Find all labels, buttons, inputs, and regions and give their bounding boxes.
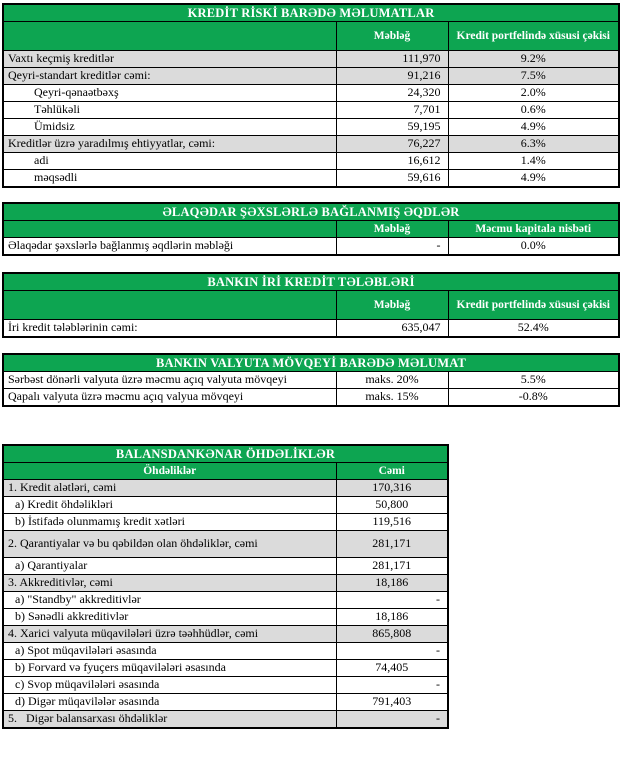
- value-cell: 5.5%: [448, 372, 619, 389]
- table-row: [3, 609, 448, 626]
- row-label: məqsədli: [3, 170, 336, 188]
- share-cell: 0.6%: [448, 102, 619, 119]
- share-cell: 2.0%: [448, 85, 619, 102]
- amount-cell: 91,216: [336, 68, 448, 85]
- row-label: Sərbəst dönərli valyuta üzrə məcmu açıq valyuta mövqeyi: [3, 372, 336, 389]
- table-title: KREDİT RİSKİ BARƏDƏ MƏLUMATLAR: [3, 4, 619, 22]
- share-cell: 6.3%: [448, 136, 619, 153]
- column-header-row: [3, 221, 619, 238]
- limit-cell: maks. 15%: [336, 389, 448, 407]
- row-label: Ümidsiz: [3, 119, 336, 136]
- column-header-row: [3, 291, 619, 320]
- row-label: Təhlükəli: [3, 102, 336, 119]
- header-empty-cell: [3, 291, 336, 320]
- total-cell: 281,171: [336, 558, 448, 575]
- header-total: Cəmi: [336, 463, 448, 480]
- total-cell: 791,403: [336, 694, 448, 711]
- row-label: 4. Xarici valyuta müqavilələri üzrə təəhhüdlər, cəmi: [3, 626, 336, 643]
- total-cell: 50,800: [336, 497, 448, 514]
- table-row: [3, 68, 619, 85]
- header-portfolio-share: Kredit portfelində xüsusi çəkisi: [448, 22, 619, 51]
- table-row: [3, 575, 448, 592]
- table-row: [3, 677, 448, 694]
- row-label: a) "Standby" akkreditivlər: [3, 592, 336, 609]
- table-title-row: [3, 354, 619, 372]
- row-label: Kreditlər üzrə yaradılmış ehtiyyatlar, cəmi:: [3, 136, 336, 153]
- table-row: [3, 170, 619, 188]
- large-credit-table: [2, 272, 620, 338]
- total-cell: -: [336, 643, 448, 660]
- amount-cell: 7,701: [336, 102, 448, 119]
- table-title-row: [3, 4, 619, 22]
- row-label: a) Spot müqavilələri əsasında: [3, 643, 336, 660]
- header-empty-cell: [3, 22, 336, 51]
- table-row: [3, 531, 448, 558]
- row-label: d) Digər müqavilələr əsasında: [3, 694, 336, 711]
- table-row: [3, 711, 448, 729]
- total-cell: 281,171: [336, 531, 448, 558]
- share-cell: 52.4%: [448, 320, 619, 338]
- row-label: Vaxtı keçmiş kreditlər: [3, 51, 336, 68]
- amount-cell: 111,970: [336, 51, 448, 68]
- table-row: [3, 238, 619, 256]
- header-capital-ratio: Məcmu kapitala nisbəti: [448, 221, 619, 238]
- table-title: ƏLAQƏDAR ŞƏXSLƏRLƏ BAĞLANMIŞ ƏQDLƏR: [3, 203, 619, 221]
- table-row: [3, 660, 448, 677]
- table-row: [3, 558, 448, 575]
- table-row: [3, 514, 448, 531]
- amount-cell: 24,320: [336, 85, 448, 102]
- limit-cell: maks. 20%: [336, 372, 448, 389]
- row-label: Qeyri-qənaətbəxş: [3, 85, 336, 102]
- table-row: [3, 643, 448, 660]
- table-row: [3, 497, 448, 514]
- credit-risk-table: [2, 3, 620, 188]
- row-label: Əlaqədar şəxslərlə bağlanmış əqdlərin məbləği: [3, 238, 336, 256]
- row-label: 2. Qarantiyalar və bu qəbildən olan öhdəliklər, cəmi: [3, 531, 336, 558]
- row-label: c) Svop müqavilələri əsasında: [3, 677, 336, 694]
- table-row: [3, 102, 619, 119]
- share-cell: 4.9%: [448, 170, 619, 188]
- row-label: 3. Akkreditivlər, cəmi: [3, 575, 336, 592]
- table-row: [3, 480, 448, 497]
- table-row: [3, 136, 619, 153]
- amount-cell: 59,195: [336, 119, 448, 136]
- table-row: [3, 51, 619, 68]
- total-cell: -: [336, 677, 448, 694]
- total-cell: 865,808: [336, 626, 448, 643]
- ratio-cell: 0.0%: [448, 238, 619, 256]
- header-portfolio-share: Kredit portfelində xüsusi çəkisi: [448, 291, 619, 320]
- table-row: [3, 372, 619, 389]
- share-cell: 7.5%: [448, 68, 619, 85]
- row-label: b) Sənədli akkreditivlər: [3, 609, 336, 626]
- amount-cell: 16,612: [336, 153, 448, 170]
- header-empty-cell: [3, 221, 336, 238]
- table-row: [3, 389, 619, 407]
- column-header-row: [3, 463, 448, 480]
- total-cell: 170,316: [336, 480, 448, 497]
- table-row: [3, 153, 619, 170]
- total-cell: -: [336, 592, 448, 609]
- row-label: a) Kredit öhdəlikləri: [3, 497, 336, 514]
- header-liabilities: Öhdəliklər: [3, 463, 336, 480]
- total-cell: 18,186: [336, 575, 448, 592]
- share-cell: 1.4%: [448, 153, 619, 170]
- header-amount: Məbləğ: [336, 221, 448, 238]
- total-cell: -: [336, 711, 448, 729]
- table-row: [3, 694, 448, 711]
- row-label: b) İstifadə olunmamış kredit xətləri: [3, 514, 336, 531]
- header-amount: Məbləğ: [336, 22, 448, 51]
- related-party-table: [2, 202, 620, 256]
- row-label: Qeyri-standart kreditlər cəmi:: [3, 68, 336, 85]
- off-balance-table: [2, 444, 449, 729]
- table-row: [3, 85, 619, 102]
- share-cell: 4.9%: [448, 119, 619, 136]
- table-title: BALANSDANKƏNAR ÖHDƏLİKLƏR: [3, 445, 448, 463]
- column-header-row: [3, 22, 619, 51]
- total-cell: 119,516: [336, 514, 448, 531]
- row-label: 5. Digər balansarxası öhdəliklər: [3, 711, 336, 729]
- currency-position-table: [2, 353, 620, 407]
- table-title: BANKIN İRİ KREDİT TƏLƏBLƏRİ: [3, 273, 619, 291]
- amount-cell: 635,047: [336, 320, 448, 338]
- table-row: [3, 626, 448, 643]
- row-label: Qapalı valyuta üzrə məcmu açıq valyua mövqeyi: [3, 389, 336, 407]
- amount-cell: 76,227: [336, 136, 448, 153]
- total-cell: 74,405: [336, 660, 448, 677]
- header-amount: Məbləğ: [336, 291, 448, 320]
- table-title-row: [3, 273, 619, 291]
- value-cell: -0.8%: [448, 389, 619, 407]
- table-title-row: [3, 203, 619, 221]
- table-row: [3, 320, 619, 338]
- table-row: [3, 119, 619, 136]
- row-label: İri kredit tələblərinin cəmi:: [3, 320, 336, 338]
- total-cell: 18,186: [336, 609, 448, 626]
- row-label: a) Qarantiyalar: [3, 558, 336, 575]
- table-title: BANKIN VALYUTA MÖVQEYİ BARƏDƏ MƏLUMAT: [3, 354, 619, 372]
- amount-cell: -: [336, 238, 448, 256]
- row-label: 1. Kredit alətləri, cəmi: [3, 480, 336, 497]
- table-row: [3, 592, 448, 609]
- amount-cell: 59,616: [336, 170, 448, 188]
- share-cell: 9.2%: [448, 51, 619, 68]
- row-label: b) Forvard və fyuçers müqavilələri əsasında: [3, 660, 336, 677]
- row-label: adi: [3, 153, 336, 170]
- table-title-row: [3, 445, 448, 463]
